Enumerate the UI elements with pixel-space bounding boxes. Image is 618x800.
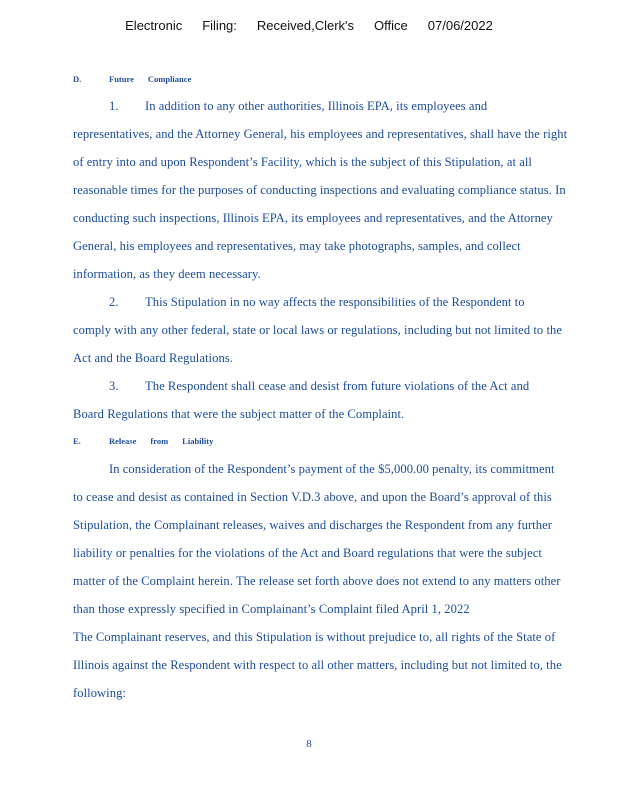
section-title-word: Liability (182, 436, 214, 446)
paragraph-line: The Complainant reserves, and this Stipulation is without prejudice to, all rights of the State of (73, 630, 556, 644)
header-part: Received,Clerk's (256, 18, 355, 33)
paragraph-number: 3. (109, 379, 119, 393)
paragraph-line: liability or penalties for the violations of the Act and Board regulations that were the subject (73, 546, 542, 560)
section-d-heading (73, 74, 191, 84)
paragraph-line: Illinois against the Respondent with respect to all other matters, including but not limited to, the (73, 658, 562, 672)
paragraph-line: Act and the Board Regulations. (73, 351, 233, 365)
section-title-word: from (150, 436, 169, 446)
section-e-heading (73, 436, 213, 446)
header-part: Office (374, 18, 408, 33)
paragraph-line: to cease and desist as contained in Section V.D.3 above, and upon the Board’s approval of this (73, 490, 552, 504)
paragraph-line: conducting such inspections, Illinois EPA, its employees and representatives, and the Attorney (73, 211, 553, 225)
section-letter: E. (73, 436, 81, 446)
paragraph-line: than those expressly specified in Complainant’s Complaint filed April 1, 2022 (73, 602, 470, 616)
section-title-word: Release (109, 436, 137, 446)
header-date: 07/06/2022 (427, 18, 493, 33)
electronic-filing-header (0, 18, 618, 33)
paragraph-line: information, as they deem necessary. (73, 267, 261, 281)
page-number: 8 (306, 738, 312, 750)
paragraph-line: representatives, and the Attorney General, his employees and representatives, shall have the right (73, 127, 568, 141)
paragraph-line: General, his employees and representatives, may take photographs, samples, and collect (73, 239, 521, 253)
paragraph-line: comply with any other federal, state or local laws or regulations, including but not limited to the (73, 323, 562, 337)
paragraph-line (109, 99, 487, 114)
paragraph-line: reasonable times for the purposes of conducting inspections and evaluating compliance status. In (73, 183, 566, 197)
paragraph-line: In consideration of the Respondent’s payment of the $5,000.00 penalty, its commitment (109, 462, 555, 476)
paragraph-text: This Stipulation in no way affects the responsibilities of the Respondent to (145, 295, 525, 309)
paragraph-text: In addition to any other authorities, Illinois EPA, its employees and (145, 99, 488, 113)
paragraph-line: matter of the Complaint herein. The release set forth above does not extend to any matters other (73, 574, 561, 588)
section-title-word: Compliance (147, 74, 192, 84)
paragraph-text: The Respondent shall cease and desist from future violations of the Act and (145, 379, 530, 393)
section-title-word: Future (109, 74, 134, 84)
section-letter: D. (73, 74, 82, 84)
paragraph-number: 2. (109, 295, 119, 309)
paragraph-line: Stipulation, the Complainant releases, waives and discharges the Respondent from any further (73, 518, 552, 532)
paragraph-line: of entry into and upon Respondent’s Facility, which is the subject of this Stipulation, at all (73, 155, 532, 169)
header-part: Electronic (125, 18, 183, 33)
paragraph-number: 1. (109, 99, 119, 113)
paragraph-line: following: (73, 686, 126, 700)
paragraph-line (109, 295, 525, 310)
paragraph-line (109, 379, 529, 394)
header-part: Filing: (202, 18, 237, 33)
paragraph-line: Board Regulations that were the subject matter of the Complaint. (73, 407, 405, 421)
